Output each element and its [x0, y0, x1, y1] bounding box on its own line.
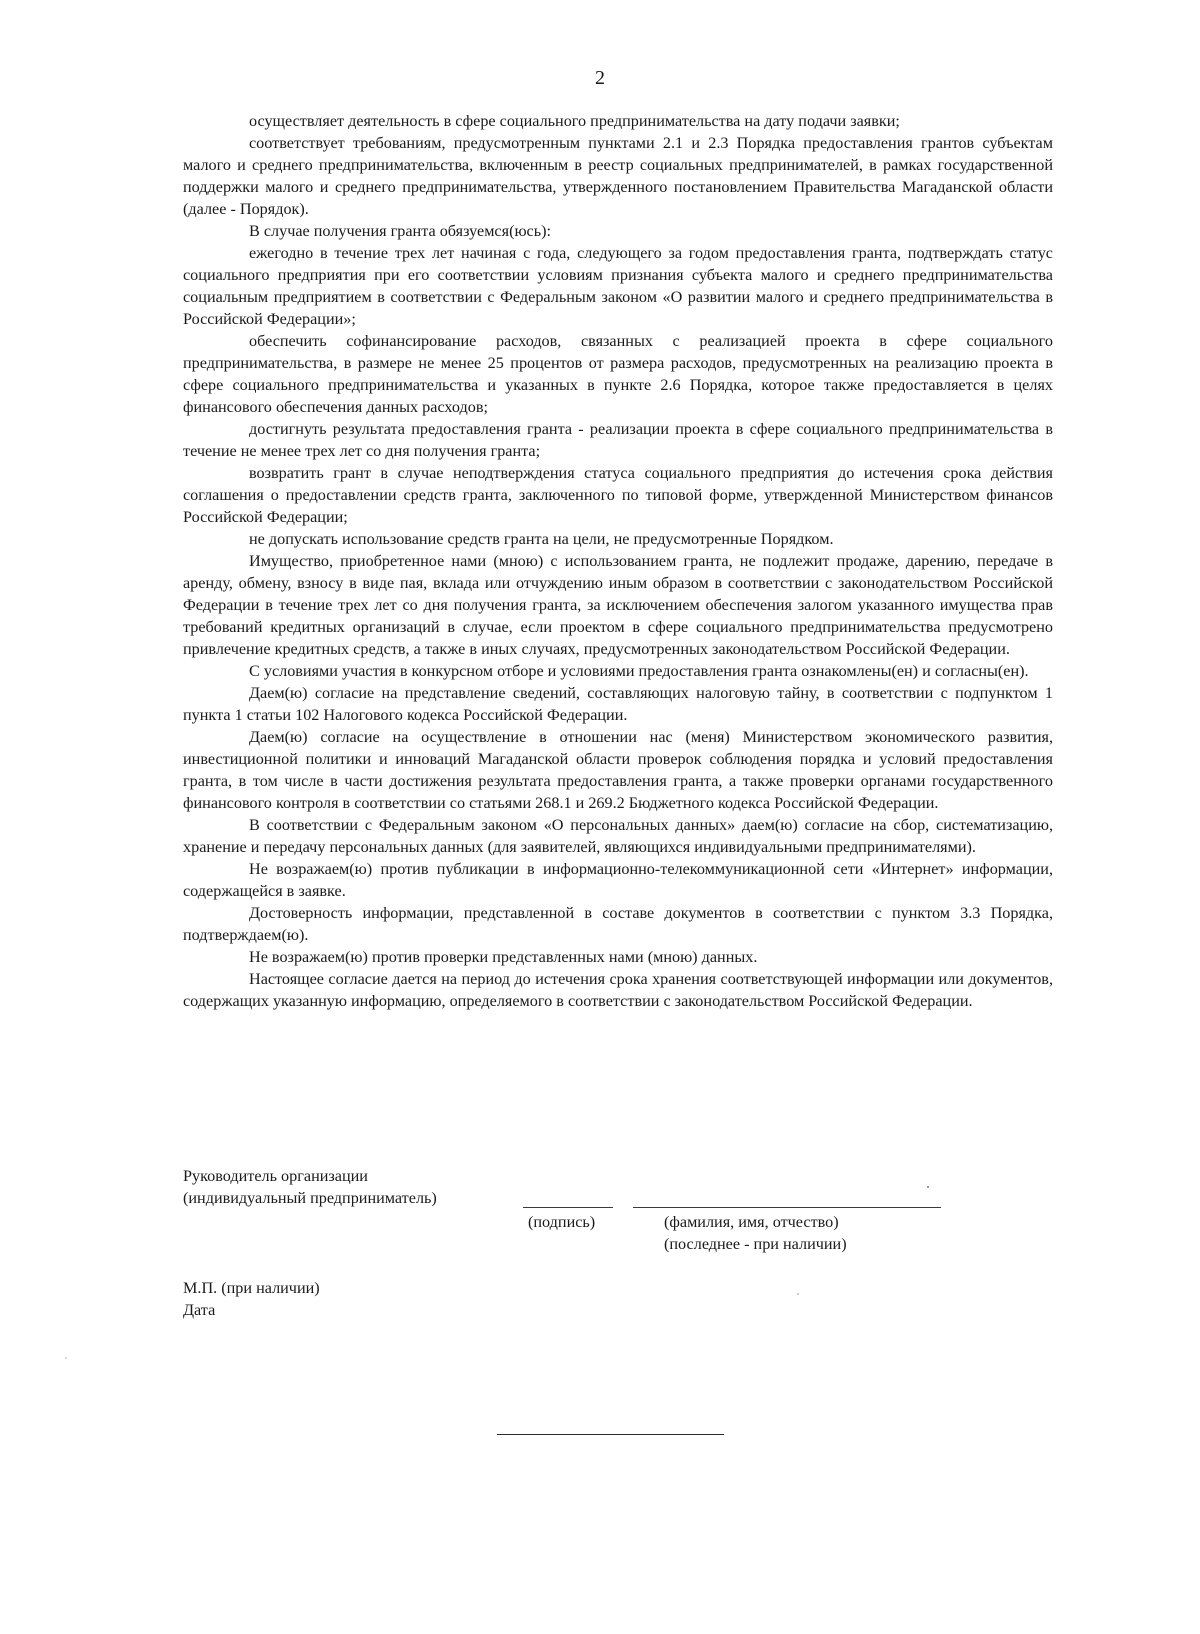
paragraph: Настоящее согласие дается на период до истечения срока хранения соответствующей информации или документов, содержащих указанную информацию, определяемого в соответствии с законодательством Российской Федерации.	[183, 970, 1053, 1010]
paragraph: В соответствии с Федеральным законом «О персональных данных» даем(ю) согласие на сбор, систематизацию, хранение и передачу персональных данных (для заявителей, являющихся индивидуальными предпринимателями).	[183, 816, 1053, 856]
scan-speck	[797, 1293, 799, 1295]
page-number: 2	[595, 67, 605, 89]
paragraph: соответствует требованиям, предусмотренным пунктами 2.1 и 2.3 Порядка предоставления грантов субъектам малого и среднего предпринимательства, включенным в реестр социальных предпринимателей, в рамках государственной поддержки малого и среднего предпринимательства, утвержденного постановлением Правительства Магаданской области (далее - Порядок).	[183, 134, 1053, 218]
signature-block	[183, 1165, 1053, 1275]
paragraph: Даем(ю) согласие на представление сведений, составляющих налоговую тайну, в соответствии с подпунктом 1 пункта 1 статьи 102 Налогового кодекса Российской Федерации.	[183, 684, 1053, 724]
paragraph: ежегодно в течение трех лет начиная с года, следующего за годом предоставления гранта, подтверждать статус социального предприятия при его соответствии условиям признания субъекта малого и среднего предпринимательства социальным предприятием в соответствии с Федеральным законом «О развитии малого и среднего предпринимательства в Российской Федерации»;	[183, 244, 1053, 328]
name-line	[633, 1207, 941, 1208]
signature-caption: (подпись)	[528, 1213, 596, 1231]
signer-title-note: (индивидуальный предприниматель)	[183, 1189, 437, 1207]
name-caption-note: (последнее - при наличии)	[664, 1235, 847, 1253]
paragraph: Достоверность информации, представленной в составе документов в соответствии с пунктом 3.3 Порядка, подтверждаем(ю).	[183, 904, 1053, 944]
document-body	[183, 110, 1053, 1012]
paragraph: С условиями участия в конкурсном отборе и условиями предоставления гранта ознакомлены(ен) и согласны(ен).	[249, 662, 1029, 680]
document-end-rule	[497, 1434, 724, 1435]
name-caption: (фамилия, имя, отчество)	[664, 1213, 839, 1231]
paragraph: Имущество, приобретенное нами (мною) с использованием гранта, не подлежит продаже, дарению, передаче в аренду, обмену, взносу в виде пая, вклада или отчуждению иным образом в соответствии с законодательством Российской Федерации в течение трех лет со дня получения гранта, за исключением обеспечения залогом указанного имущества прав требований кредитных организаций в случае, если проектом в сфере социального предпринимательства предусмотрено привлечение кредитных средств, а также в иных случаях, предусмотренных законодательством Российской Федерации.	[183, 552, 1053, 658]
paragraph: Даем(ю) согласие на осуществление в отношении нас (меня) Министерством экономического развития, инвестиционной политики и инноваций Магаданской области проверок соблюдения порядка и условий предоставления гранта, в том числе в части достижения результата предоставления гранта, а также проверки органами государственного финансового контроля в соответствии со статьями 268.1 и 269.2 Бюджетного кодекса Российской Федерации.	[183, 728, 1053, 812]
paragraph: не допускать использование средств гранта на цели, не предусмотренные Порядком.	[249, 530, 834, 548]
paragraph: возвратить грант в случае неподтверждения статуса социального предприятия до истечения срока действия соглашения о предоставлении средств гранта, заключенного по типовой форме, утвержденной Министерством финансов Российской Федерации;	[183, 464, 1053, 526]
paragraph: В случае получения гранта обязуемся(юсь):	[249, 222, 552, 240]
paragraph: Не возражаем(ю) против проверки представленных нами (мною) данных.	[249, 948, 758, 966]
paragraph: Не возражаем(ю) против публикации в информационно-телекоммуникационной сети «Интернет» информации, содержащейся в заявке.	[183, 860, 1053, 900]
scan-speck	[927, 1186, 929, 1188]
signer-title-label: Руководитель организации	[183, 1167, 368, 1185]
paragraph: осуществляет деятельность в сфере социального предпринимательства на дату подачи заявки;	[249, 112, 900, 130]
stamp-label: М.П. (при наличии)	[183, 1279, 320, 1297]
signature-line	[523, 1207, 613, 1208]
paragraph: обеспечить софинансирование расходов, связанных с реализацией проекта в сфере социального предпринимательства, в размере не менее 25 процентов от размера расходов, предусмотренных на реализацию проекта в сфере социального предпринимательства и указанных в пункте 2.6 Порядка, которое также предоставляется в целях финансового обеспечения данных расходов;	[183, 332, 1053, 416]
date-label: Дата	[183, 1301, 216, 1319]
paragraph: достигнуть результата предоставления гранта - реализации проекта в сфере социального предпринимательства в течение не менее трех лет со дня получения гранта;	[183, 420, 1053, 460]
stamp-block	[183, 1277, 320, 1321]
scan-speck	[65, 1357, 67, 1359]
